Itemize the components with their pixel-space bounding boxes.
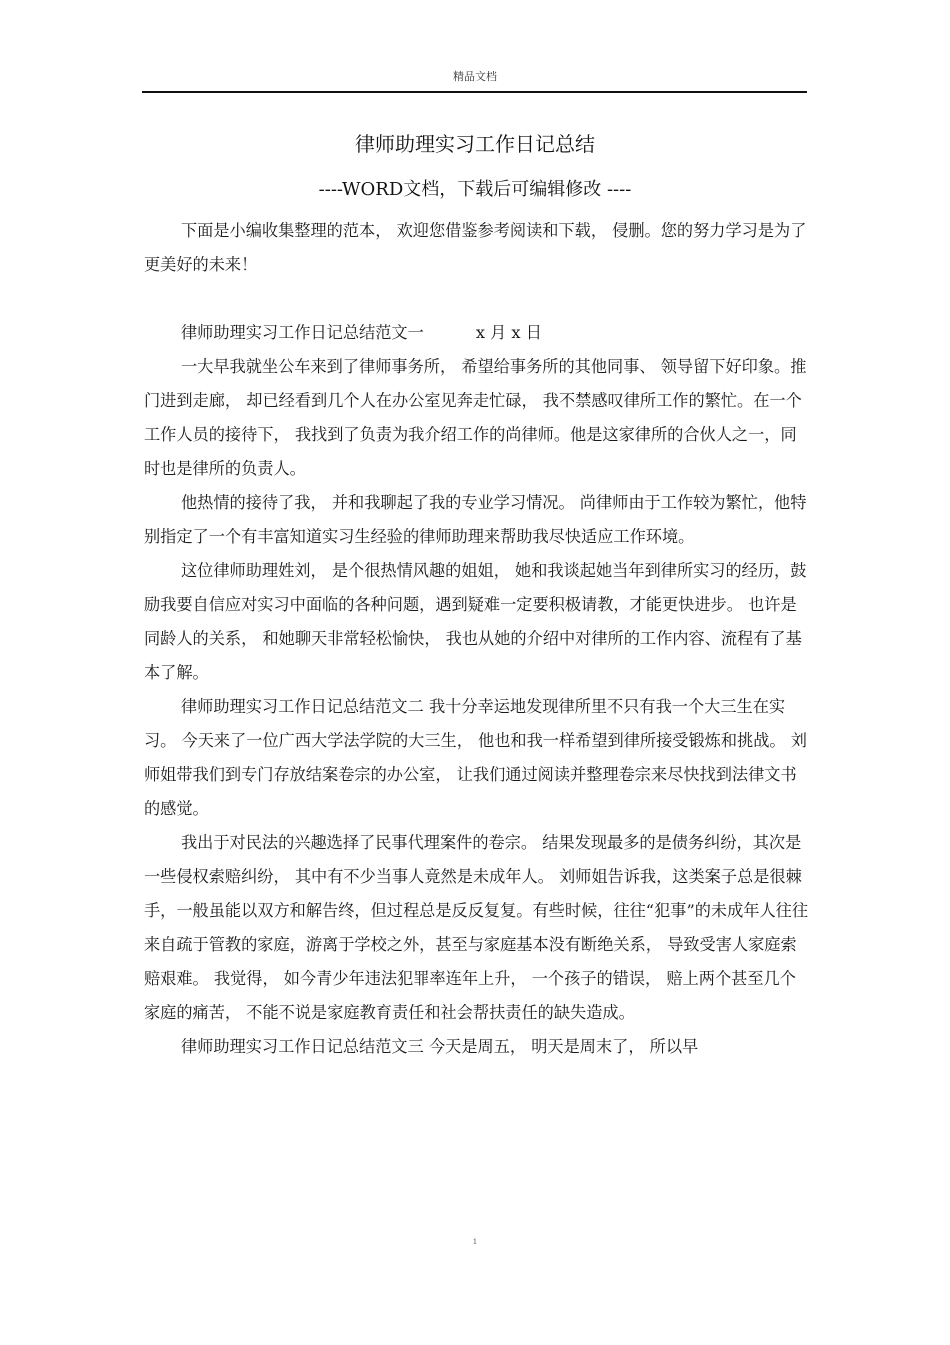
body-paragraph-1: 一大早我就坐公车来到了律师事务所， 希望给事务所的其他同事、 领导留下好印象。推门进到走廊， 却已经看到几个人在办公室见奔走忙碌， 我不禁感叹律所工作的繁忙。在一个工作人员的接待下， 我找到了负责为我介绍工作的尚律师。他是这家律所的合伙人之一，同时也是律所的负责人。 [144, 357, 807, 478]
body-paragraph-3: 这位律师助理姓刘， 是个很热情风趣的姐姐， 她和我谈起她当年到律所实习的经历，鼓励我要自信应对实习中面临的各种问题，遇到疑难一定要积极请教，才能更快进步。 也许是同龄人的关系， 和她聊天非常轻松愉快， 我也从她的介绍中对律所的工作内容、流程有了基本了解。 [144, 561, 807, 682]
page-number: 1 [472, 1238, 478, 1246]
document-subtitle: ----WORD文档，下载后可编辑修改 ---- [318, 179, 632, 200]
intro-paragraph: 下面是小编收集整理的范本， 欢迎您借鉴参考阅读和下载， 侵删。您的努力学习是为了更美好的未来！ [144, 221, 807, 274]
header-divider [142, 91, 807, 93]
section-heading-1 [144, 316, 812, 350]
paragraph-spacer [144, 282, 812, 316]
body-paragraph-2: 他热情的接待了我， 并和我聊起了我的专业学习情况。 尚律师由于工作较为繁忙，他特别指定了一个有丰富知道实习生经验的律师助理来帮助我尽快适应工作环境。 [144, 493, 807, 546]
section-heading-1-title: 律师助理实习工作日记总结范文一 [181, 323, 424, 342]
body-paragraph-5: 我出于对民法的兴趣选择了民事代理案件的卷宗。 结果发现最多的是债务纠纷，其次是一些侵权索赔纠纷， 其中有不少当事人竟然是未成年人。 刘师姐告诉我，这类案子总是很棘手，一般虽能以双方和解告终，但过程总是反反复复。有些时候，往往“犯事”的未成年人往往来自疏于管教的家庭，游离于学校之外，甚至与家庭基本没有断绝关系， 导致受害人家庭索赔艰难。 我觉得， 如今青少年违法犯罪率连年上升， 一个孩子的错误， 赔上两个甚至几个家庭的痛苦， 不能不说是家庭教育责任和社会帮扶责任的缺失造成。 [144, 833, 809, 1022]
header-label: 精品文档 [453, 70, 497, 83]
body-paragraph-6: 律师助理实习工作日记总结范文三 今天是周五， 明天是周末了， 所以早 [181, 1037, 699, 1056]
section-heading-1-date: x 月 x 日 [475, 323, 542, 342]
document-body [144, 214, 812, 1064]
body-paragraph-4: 律师助理实习工作日记总结范文二 我十分幸运地发现律所里不只有我一个大三生在实习。 今天来了一位广西大学法学院的大三生， 他也和我一样希望到律所接受锻炼和挑战。 刘师姐带我们到专门存放结案卷宗的办公室， 让我们通过阅读并整理卷宗来尽快找到法律文书的感觉。 [144, 697, 807, 818]
document-title: 律师助理实习工作日记总结 [355, 132, 595, 156]
